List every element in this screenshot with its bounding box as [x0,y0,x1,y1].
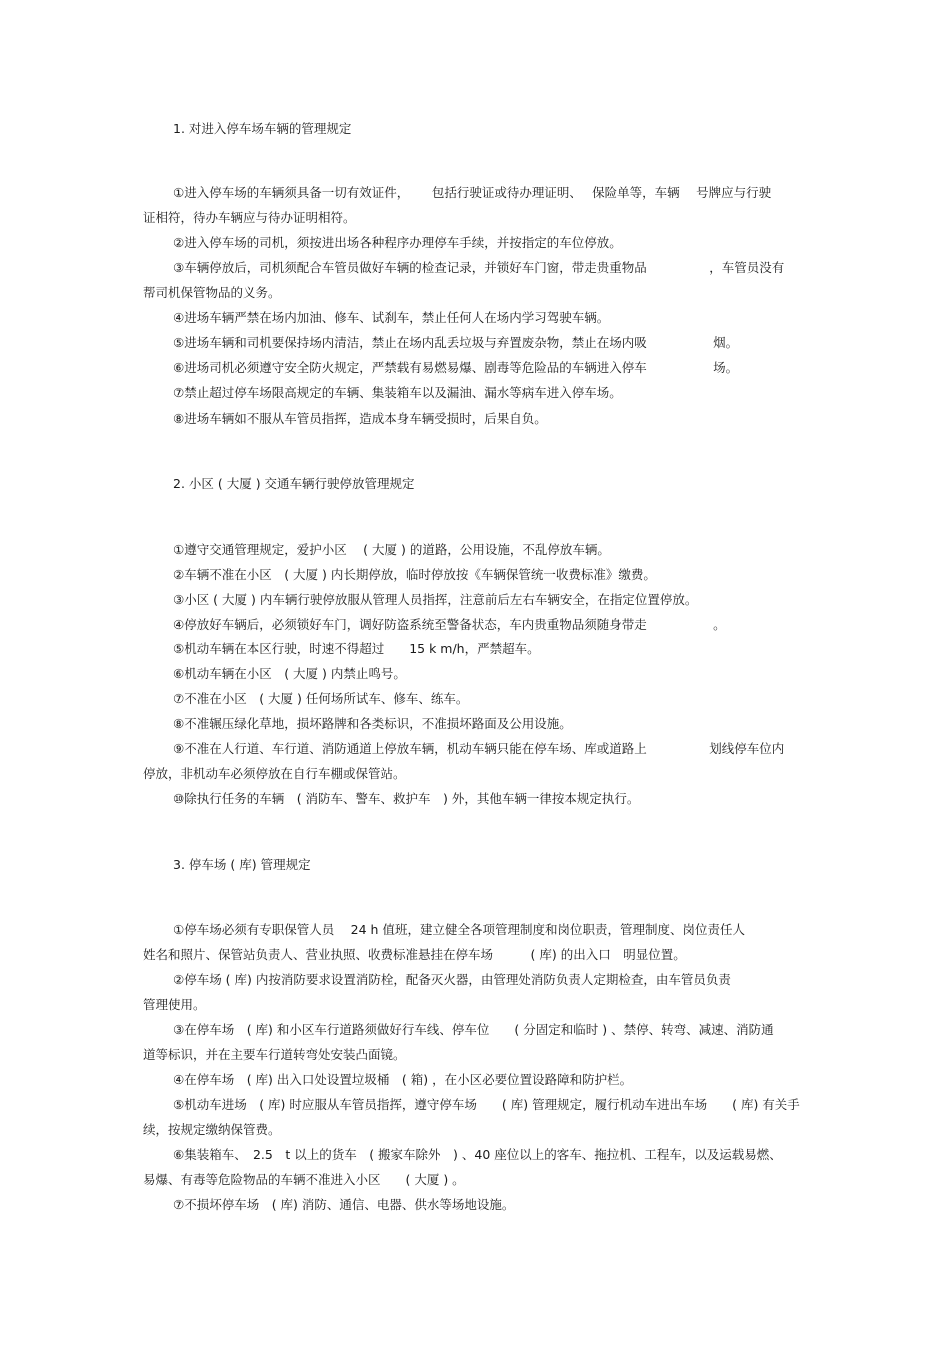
section-heading: 3. 停车场 ( 库) 管理规定 [173,857,311,872]
section-heading: 2. 小区 ( 大厦 ) 交通车辆行驶停放管理规定 [173,476,415,491]
paragraph-line: ⑧不准辗压绿化草地，损坏路牌和各类标识，不准损坏路面及公用设施。 [173,716,572,731]
paragraph-line: 证相符，待办车辆应与待办证明相符。 [143,210,356,225]
paragraph-line: ⑤机动车进场 ( 库) 时应服从车管员指挥，遵守停车场 ( 库) 管理规定，履行机动车进出车场 ( 库) 有关手 [173,1097,800,1112]
paragraph-line: ④停放好车辆后，必须锁好车门，调好防盗系统至警备状态，车内贵重物品须随身带走 。 [173,617,726,632]
paragraph-line: ②车辆不准在小区 ( 大厦 ) 内长期停放，临时停放按《车辆保管统一收费标准》缴费。 [173,567,656,582]
paragraph-line: 帮司机保管物品的义务。 [143,285,281,300]
paragraph-line: ③车辆停放后，司机须配合车管员做好车辆的检查记录，并锁好车门窗，带走贵重物品 ，车管员没有 [173,260,785,275]
section-heading: 1. 对进入停车场车辆的管理规定 [173,121,352,136]
paragraph-line: 停放，非机动车必须停放在自行车棚或保管站。 [143,766,406,781]
paragraph-line: ①停车场必须有专职保管人员 24 h 值班，建立健全各项管理制度和岗位职责，管理制度、岗位责任人 [173,922,745,937]
paragraph-line: ②停车场 ( 库) 内按消防要求设置消防栓，配备灭火器，由管理处消防负责人定期检查，由车管员负责 [173,972,731,987]
paragraph-line: ⑦禁止超过停车场限高规定的车辆、集装箱车以及漏油、漏水等病车进入停车场。 [173,385,622,400]
paragraph-line: ①遵守交通管理规定，爱护小区 ( 大厦 ) 的道路，公用设施，不乱停放车辆。 [173,542,610,557]
paragraph-line: 姓名和照片、保管站负责人、营业执照、收费标准悬挂在停车场 ( 库) 的出入口 明显位置。 [143,947,686,962]
paragraph-line: 管理使用。 [143,997,206,1012]
paragraph-line: ③在停车场 ( 库) 和小区车行道路须做好行车线、停车位 ( 分固定和临时 ) 、禁停、转弯、减速、消防通 [173,1022,774,1037]
paragraph-line: ③小区 ( 大厦 ) 内车辆行驶停放服从管理人员指挥，注意前后左右车辆安全，在指定位置停放。 [173,592,698,607]
paragraph-line: ⑦不损坏停车场 ( 库) 消防、通信、电器、供水等场地设施。 [173,1197,515,1212]
paragraph-line: ②进入停车场的司机，须按进出场各种程序办理停车手续，并按指定的车位停放。 [173,235,622,250]
paragraph-line: 易爆、有毒等危险物品的车辆不准进入小区 ( 大厦 ) 。 [143,1172,465,1187]
paragraph-line: ①进入停车场的车辆须具备一切有效证件， 包括行驶证或待办理证明、 保险单等，车辆 号牌应与行驶 [173,185,772,200]
paragraph-line: ⑥集装箱车、 2.5 t 以上的货车 ( 搬家车除外 ) 、40 座位以上的客车、拖拉机、工程车，以及运载易燃、 [173,1147,782,1162]
paragraph-line: ⑧进场车辆如不服从车管员指挥，造成本身车辆受损时，后果自负。 [173,411,547,426]
paragraph-line: ④在停车场 ( 库) 出入口处设置垃圾桶 ( 箱) ，在小区必要位置设路障和防护栏。 [173,1072,633,1087]
paragraph-line: ⑨不准在人行道、车行道、消防通道上停放车辆，机动车辆只能在停车场、库或道路上 划线停车位内 [173,741,785,756]
paragraph-line: ⑤进场车辆和司机要保持场内清洁，禁止在场内乱丢垃圾与弃置废杂物，禁止在场内吸 烟。 [173,335,739,350]
paragraph-line: ⑥进场司机必须遵守安全防火规定，严禁载有易燃易爆、剧毒等危险品的车辆进入停车 场。 [173,360,739,375]
paragraph-line: ⑥机动车辆在小区 ( 大厦 ) 内禁止鸣号。 [173,666,406,681]
paragraph-line: 道等标识，并在主要车行道转弯处安装凸面镜。 [143,1047,406,1062]
paragraph-line: ④进场车辆严禁在场内加油、修车、试刹车，禁止任何人在场内学习驾驶车辆。 [173,310,610,325]
paragraph-line: ⑤机动车辆在本区行驶，时速不得超过 15 k m/h，严禁超车。 [173,641,540,656]
paragraph-line: ⑩除执行任务的车辆 ( 消防车、警车、救护车 ) 外，其他车辆一律按本规定执行。 [173,791,640,806]
paragraph-line: ⑦不准在小区 ( 大厦 ) 任何场所试车、修车、练车。 [173,691,469,706]
paragraph-line: 续，按规定缴纳保管费。 [143,1122,281,1137]
